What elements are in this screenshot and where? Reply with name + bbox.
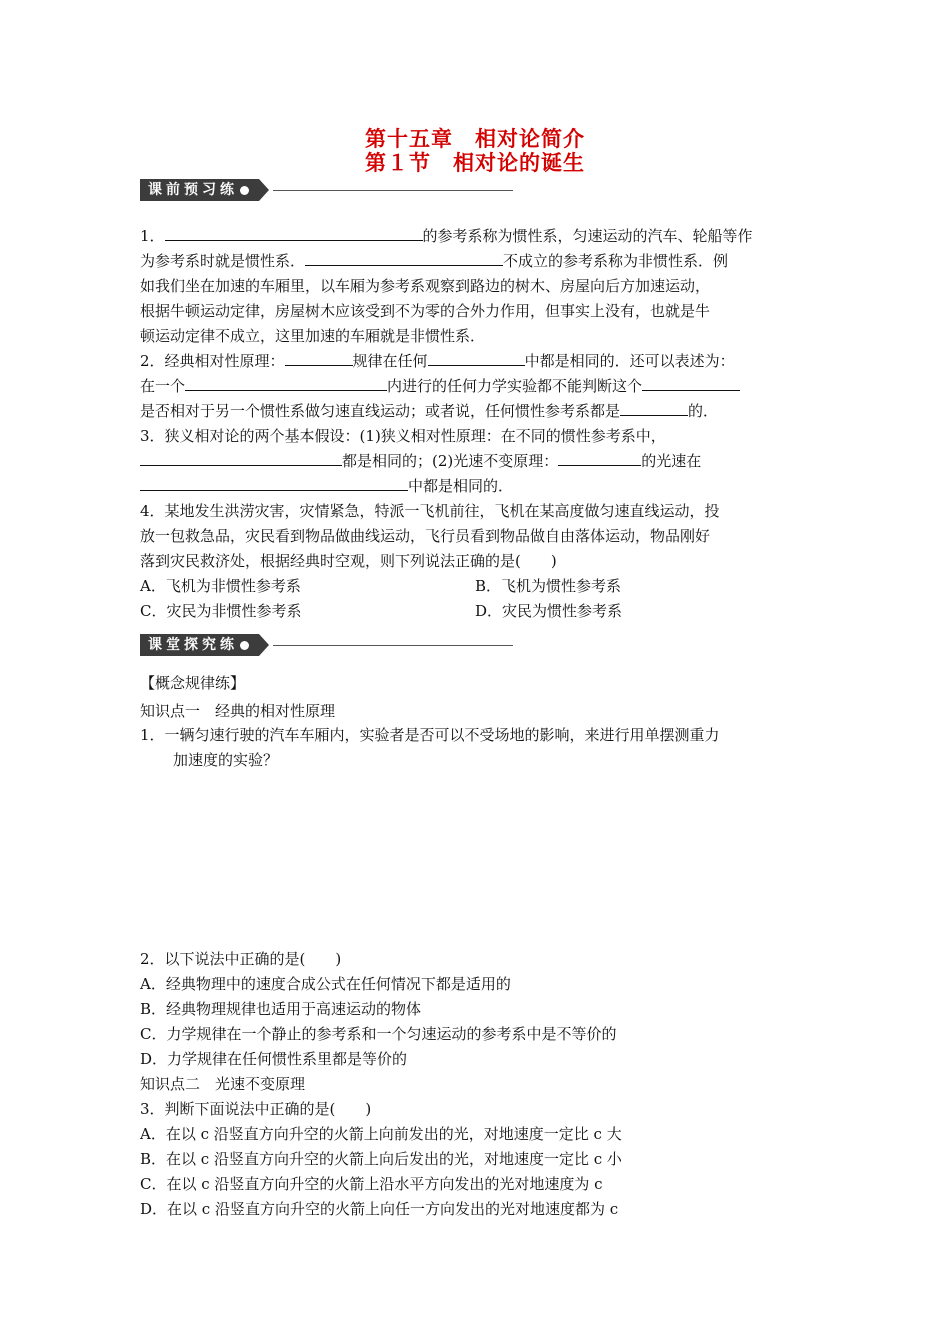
- preview-q3-line1: 3．狭义相对论的两个基本假设：(1)狭义相对性原理：在不同的惯性参考系中，: [140, 427, 666, 445]
- q4-option-b[interactable]: B．飞机为惯性参考系: [475, 577, 622, 595]
- classroom-q2-option-a[interactable]: A．经典物理中的速度合成公式在任何情况下都是适用的: [140, 975, 511, 993]
- classroom-banner-text: 课堂探究练: [148, 637, 238, 653]
- q4-option-a[interactable]: A．飞机为非惯性参考系: [140, 577, 301, 595]
- preview-q4-line2: 放一包救急品，灾民看到物品做曲线运动，飞行员看到物品做自由落体运动，物品刚好: [140, 527, 711, 545]
- classroom-q3-option-a[interactable]: A．在以 c 沿竖直方向升空的火箭上向前发出的光，对地速度一定比 c 大: [140, 1125, 622, 1143]
- classroom-q2-option-c[interactable]: C．力学规律在一个静止的参考系和一个匀速运动的参考系中是不等价的: [140, 1025, 617, 1043]
- q2-text: 2．经典相对性原理：: [140, 352, 285, 370]
- answer-blank[interactable]: [305, 251, 503, 266]
- preview-q2-line3: [140, 401, 718, 421]
- classroom-q2-stem: 2．以下说法中正确的是( ): [140, 950, 342, 968]
- q1-text: 的参考系称为惯性系，匀速运动的汽车、轮船等作: [422, 227, 753, 245]
- preview-q4-line1: 4．某地发生洪涝灾害，灾情紧急，特派一飞机前往，飞机在某高度做匀速直线运动，投: [140, 502, 720, 520]
- q2-text: 规律在任何: [352, 352, 428, 370]
- preview-q1-line3: 如我们坐在加速的车厢里，以车厢为参考系观察到路边的树木、房屋向后方加速运动，: [140, 277, 711, 295]
- answer-blank[interactable]: [642, 376, 740, 391]
- preview-banner-text: 课前预习练: [148, 182, 238, 198]
- preview-q2-line1: [140, 351, 735, 371]
- preview-q2-line2: [140, 376, 740, 396]
- banner-rule: [273, 645, 513, 646]
- q2-text: 的．: [688, 402, 719, 420]
- preview-banner: [140, 179, 513, 201]
- q3-text: 都是相同的；(2)光速不变原理：: [342, 452, 559, 470]
- answer-blank[interactable]: [165, 226, 423, 241]
- classroom-q2-option-b[interactable]: B．经典物理规律也适用于高速运动的物体: [140, 1000, 422, 1018]
- answer-blank[interactable]: [428, 351, 525, 366]
- q2-text: 在一个: [140, 377, 186, 395]
- q1-number: 1．: [140, 227, 165, 245]
- q4-option-c[interactable]: C．灾民为非惯性参考系: [140, 602, 302, 620]
- q2-text: 是否相对于另一个惯性系做匀速直线运动；或者说，任何惯性参考系都是: [140, 402, 621, 420]
- dot-icon: [240, 641, 249, 650]
- banner-cap: [259, 179, 269, 201]
- knowledge-point-2: 知识点二 光速不变原理: [140, 1075, 306, 1093]
- classroom-q3-option-c[interactable]: C．在以 c 沿竖直方向升空的火箭上沿水平方向发出的光对地速度为 c: [140, 1175, 603, 1193]
- answer-blank[interactable]: [140, 451, 342, 466]
- classroom-q2-option-d[interactable]: D．力学规律在任何惯性系里都是等价的: [140, 1050, 408, 1068]
- q2-text: 内进行的任何力学实验都不能判断这个: [387, 377, 643, 395]
- preview-q1-line1: [140, 226, 753, 246]
- answer-blank[interactable]: [620, 401, 688, 416]
- knowledge-point-1: 知识点一 经典的相对性原理: [140, 702, 336, 720]
- q1-text: 不成立的参考系称为非惯性系．例: [503, 252, 729, 270]
- q3-text: 中都是相同的．: [408, 477, 514, 495]
- classroom-banner-label: [140, 634, 259, 656]
- answer-blank[interactable]: [185, 376, 387, 391]
- classroom-banner: [140, 634, 513, 656]
- q3-text: 的光速在: [641, 452, 702, 470]
- classroom-q1-line1: 1．一辆匀速行驶的汽车车厢内，实验者是否可以不受场地的影响，来进行用单摆测重力: [140, 726, 720, 744]
- section-title: 第１节 相对论的诞生: [365, 150, 585, 175]
- preview-q3-line3: [140, 476, 513, 496]
- classroom-q3-stem: 3．判断下面说法中正确的是( ): [140, 1100, 372, 1118]
- q1-text: 为参考系时就是惯性系．: [140, 252, 306, 270]
- dot-icon: [240, 186, 249, 195]
- preview-q4-line3: 落到灾民救济处，根据经典时空观，则下列说法正确的是( ): [140, 552, 557, 570]
- answer-blank[interactable]: [558, 451, 641, 466]
- classroom-q3-option-d[interactable]: D．在以 c 沿竖直方向升空的火箭上向任一方向发出的光对地速度都为 c: [140, 1200, 619, 1218]
- preview-q1-line5: 顿运动定律不成立，这里加速的车厢就是非惯性系．: [140, 327, 486, 345]
- concept-practice-label: 【概念规律练】: [140, 674, 246, 692]
- preview-q3-line2: [140, 451, 701, 471]
- preview-q1-line4: 根据牛顿运动定律，房屋树木应该受到不为零的合外力作用，但事实上没有，也就是牛: [140, 302, 711, 320]
- q4-option-d[interactable]: D．灾民为惯性参考系: [475, 602, 623, 620]
- preview-q1-line2: [140, 251, 728, 271]
- chapter-title: 第十五章 相对论简介: [365, 126, 585, 151]
- answer-blank[interactable]: [140, 476, 408, 491]
- banner-cap: [259, 634, 269, 656]
- q2-text: 中都是相同的．还可以表述为：: [524, 352, 735, 370]
- preview-banner-label: [140, 179, 259, 201]
- classroom-q3-option-b[interactable]: B．在以 c 沿竖直方向升空的火箭上向后发出的光，对地速度一定比 c 小: [140, 1150, 622, 1168]
- banner-rule: [273, 190, 513, 191]
- answer-blank[interactable]: [285, 351, 353, 366]
- classroom-q1-line2: 加速度的实验？: [173, 751, 279, 769]
